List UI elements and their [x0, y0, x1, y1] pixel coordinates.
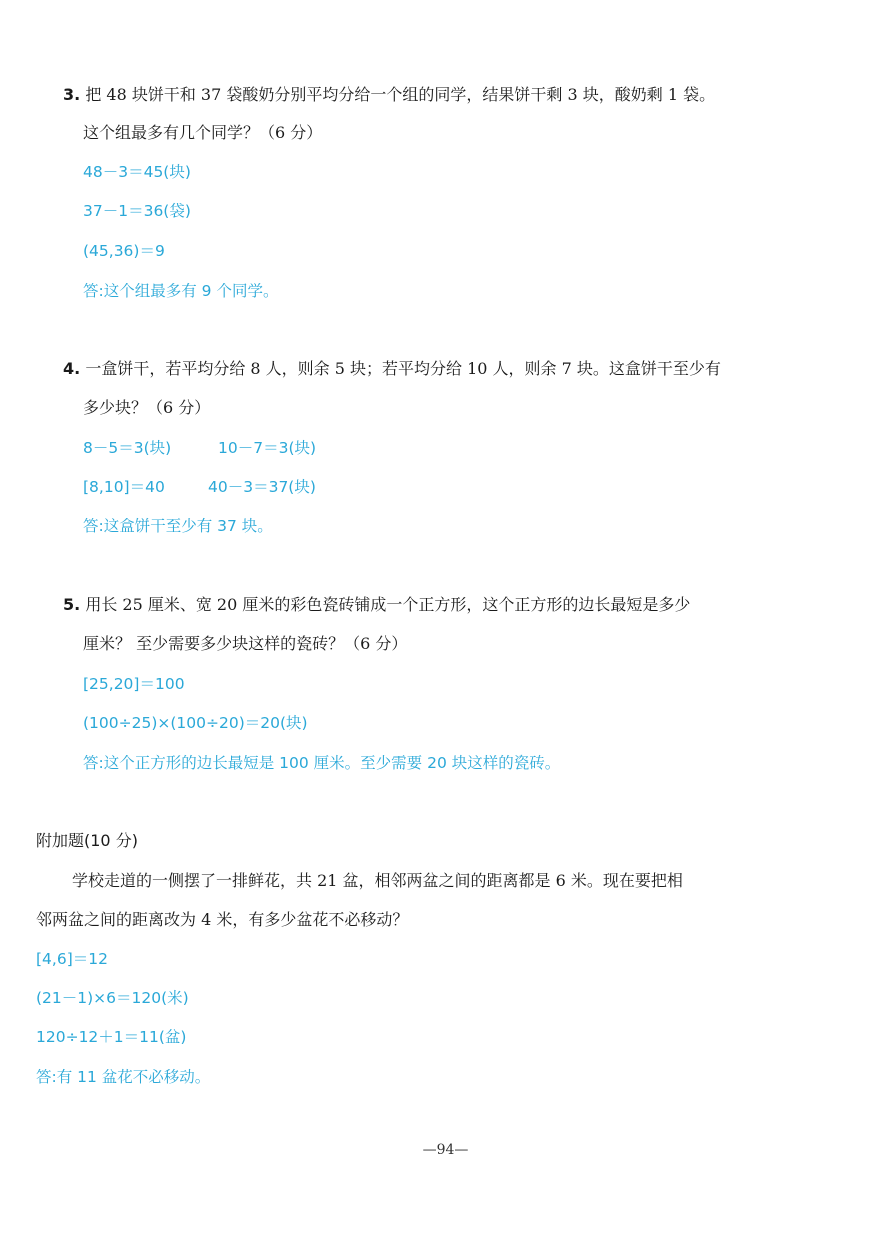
- bonus-conclusion: 答:有 11 盆花不必移动。: [36, 1068, 211, 1086]
- question-3-answer-2: 37－1＝36(袋): [83, 202, 191, 220]
- question-5-answer-1: [25,20]＝100: [83, 675, 185, 693]
- bonus-title: 附加题(10 分): [36, 831, 138, 850]
- question-3-conclusion: 答:这个组最多有 9 个同学。: [83, 282, 279, 300]
- question-4-number: 4.: [63, 359, 81, 378]
- question-4-line-2: 多少块？（6 分）: [83, 398, 211, 417]
- question-5-line-2: 厘米？ 至少需要多少块这样的瓷砖？（6 分）: [83, 634, 408, 653]
- bonus-line-2: 邻两盆之间的距离改为 4 米，有多少盆花不必移动？: [36, 910, 409, 929]
- question-5-text: 用长 25 厘米、宽 20 厘米的彩色瓷砖铺成一个正方形，这个正方形的边长最短是多少: [85, 595, 691, 614]
- bonus-answer-3: 120÷12＋1＝11(盆): [36, 1028, 187, 1046]
- question-5-line-1: [63, 594, 690, 616]
- question-4-line-1: [63, 358, 721, 380]
- question-3-line-1: [63, 84, 715, 106]
- question-4-answer-left-1: 8－5＝3(块): [83, 439, 172, 457]
- question-3-number: 3.: [63, 85, 81, 104]
- question-3-answer-1: 48－3＝45(块): [83, 163, 191, 181]
- question-3-text: 把 48 块饼干和 37 袋酸奶分别平均分给一个组的同学，结果饼干剩 3 块，酸奶剩 1 袋。: [85, 85, 716, 104]
- question-5-number: 5.: [63, 595, 81, 614]
- question-4-answer-left-2: [8,10]＝40: [83, 478, 165, 496]
- question-4-text: 一盒饼干，若平均分给 8 人，则余 5 块；若平均分给 10 人，则余 7 块。这盒饼干至少有: [85, 359, 721, 378]
- page-number: —94—: [422, 1142, 469, 1158]
- bonus-line-1: 学校走道的一侧摆了一排鲜花，共 21 盆，相邻两盆之间的距离都是 6 米。现在要把相: [72, 871, 683, 890]
- question-5-answer-2: (100÷25)×(100÷20)＝20(块): [83, 714, 308, 732]
- question-5-conclusion: 答:这个正方形的边长最短是 100 厘米。至少需要 20 块这样的瓷砖。: [83, 754, 561, 772]
- question-3-answer-3: (45,36)＝9: [83, 242, 165, 260]
- question-4-answer-right-1: 10－7＝3(块): [218, 439, 317, 457]
- question-3-line-2: 这个组最多有几个同学？（6 分）: [83, 123, 323, 142]
- question-4-conclusion: 答:这盒饼干至少有 37 块。: [83, 517, 273, 535]
- bonus-answer-2: (21－1)×6＝120(米): [36, 989, 189, 1007]
- question-4-answer-right-2: 40－3＝37(块): [208, 478, 316, 496]
- bonus-answer-1: [4,6]＝12: [36, 950, 108, 968]
